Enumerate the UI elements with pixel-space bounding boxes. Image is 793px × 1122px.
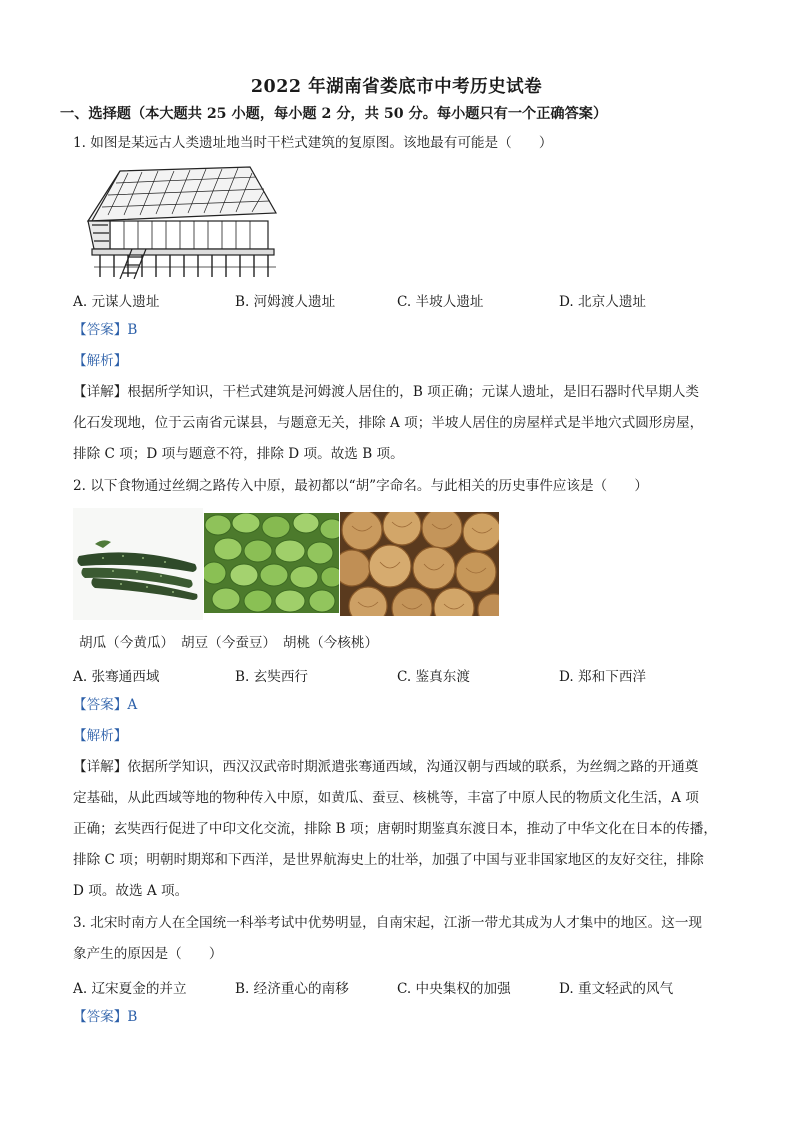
question-2-detail-line: 定基础，从此西域等地的物种传入中原，如黄瓜、蚕豆、核桃等，丰富了中原人民的物质文化生活，A 项 — [73, 790, 699, 806]
question-1-stem: 1. 如图是某远古人类遗址地当时干栏式建筑的复原图。该地最有可能是（ ） — [73, 135, 553, 151]
question-2-detail-line: 【详解】依据所学知识，西汉汉武帝时期派遣张骞通西域，沟通汉朝与西域的联系，为丝绸之路的开通奠 — [73, 759, 699, 775]
option-d: D. 郑和下西洋 — [559, 669, 647, 685]
option-b: B. 河姆渡人遗址 — [235, 294, 336, 310]
option-d: D. 北京人遗址 — [559, 294, 647, 310]
question-2-analysis-label: 【解析】 — [73, 728, 128, 744]
option-b: B. 玄奘西行 — [235, 669, 309, 685]
stilt-house-illustration — [80, 163, 280, 279]
option-a: A. 元谋人遗址 — [73, 294, 160, 310]
option-a: A. 张骞通西域 — [73, 669, 160, 685]
cucumber-photo — [73, 508, 203, 620]
question-2-detail-line: 排除 C 项；明朝时期郑和下西洋，是世界航海史上的壮举，加强了中国与亚非国家地区的友好交往，排除 — [73, 852, 704, 868]
broad-beans-photo — [204, 513, 339, 613]
section-heading: 一、选择题（本大题共 25 小题，每小题 2 分，共 50 分。每小题只有一个正确答案） — [60, 106, 608, 122]
question-1-options — [73, 290, 723, 308]
option-b: B. 经济重心的南移 — [235, 981, 349, 997]
question-3-answer: 【答案】B — [73, 1009, 138, 1025]
option-a: A. 辽宋夏金的并立 — [73, 981, 187, 997]
question-3-options — [73, 977, 723, 995]
question-1-detail-line: 【详解】根据所学知识，干栏式建筑是河姆渡人居住的，B 项正确；元谋人遗址，是旧石器时代早期人类 — [73, 384, 700, 400]
question-2-image-caption: 胡瓜（今黄瓜） 胡豆（今蚕豆） 胡桃（今核桃） — [79, 635, 379, 651]
walnuts-photo — [340, 512, 499, 616]
question-1-analysis-label: 【解析】 — [73, 353, 128, 369]
document-title: 2022 年湖南省娄底市中考历史试卷 — [250, 77, 543, 97]
question-2-detail-line: 正确；玄奘西行促进了中印文化交流，排除 B 项；唐朝时期鉴真东渡日本，推动了中华文化在日本的传播， — [73, 821, 717, 837]
question-2-options — [73, 665, 723, 683]
question-3-stem-line: 象产生的原因是（ ） — [73, 946, 223, 962]
question-2-detail-line: D 项。故选 A 项。 — [73, 883, 189, 899]
question-2-stem: 2. 以下食物通过丝绸之路传入中原，最初都以“胡”字命名。与此相关的历史事件应该是（ ） — [73, 478, 648, 494]
question-1-detail-line: 排除 C 项；D 项与题意不符，排除 D 项。故选 B 项。 — [73, 446, 404, 462]
option-c: C. 中央集权的加强 — [397, 981, 511, 997]
question-1-detail-line: 化石发现地，位于云南省元谋县，与题意无关，排除 A 项；半坡人居住的房屋样式是半地穴式圆形房屋， — [73, 415, 704, 431]
question-1-answer: 【答案】B — [73, 322, 138, 338]
question-2-answer: 【答案】A — [73, 697, 138, 713]
option-c: C. 鉴真东渡 — [397, 669, 470, 685]
question-3-stem-line: 3. 北宋时南方人在全国统一科举考试中优势明显，自南宋起，江浙一带尤其成为人才集中的地区。这一现 — [73, 915, 703, 931]
option-d: D. 重文轻武的风气 — [559, 981, 674, 997]
option-c: C. 半坡人遗址 — [397, 294, 484, 310]
